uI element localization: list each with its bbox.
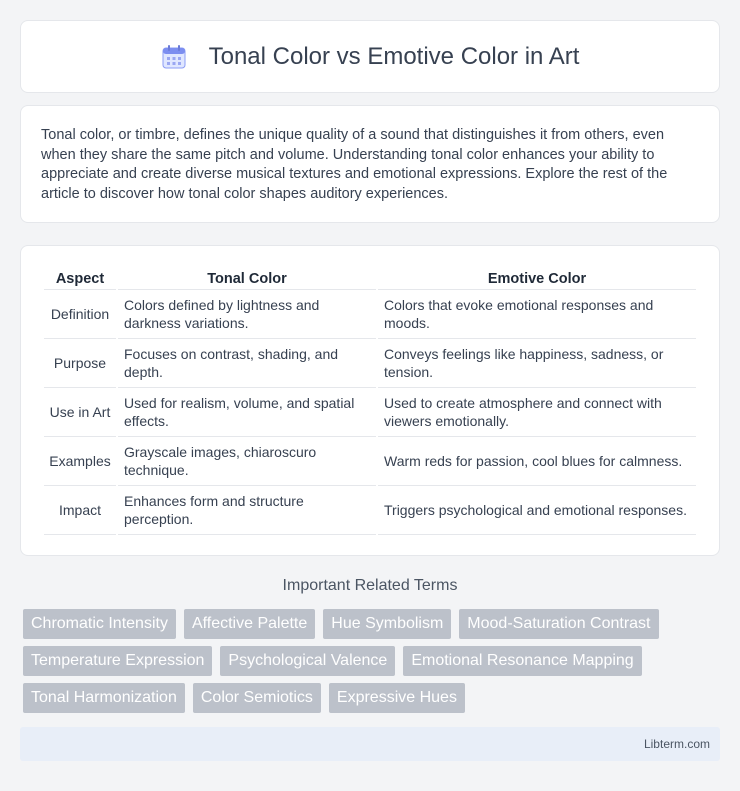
row-aspect: Definition	[44, 290, 116, 339]
row-emotive: Warm reds for passion, cool blues for calmness.	[378, 437, 696, 486]
related-terms-title: Important Related Terms	[282, 577, 458, 594]
table-row	[44, 388, 696, 437]
row-aspect: Use in Art	[44, 388, 116, 437]
footer	[20, 727, 720, 761]
related-terms-list	[23, 609, 723, 713]
intro-card	[20, 105, 720, 223]
row-aspect: Impact	[44, 486, 116, 535]
row-tonal: Enhances form and structure perception.	[118, 486, 376, 535]
row-tonal: Colors defined by lightness and darkness variations.	[118, 290, 376, 339]
row-emotive: Triggers psychological and emotional responses.	[378, 486, 696, 535]
row-tonal: Grayscale images, chiaroscuro technique.	[118, 437, 376, 486]
footer-site-link[interactable]: Libterm.com	[643, 737, 710, 751]
row-aspect: Purpose	[44, 339, 116, 388]
header-aspect: Aspect	[44, 266, 116, 290]
term-tag[interactable]: Affective Palette	[184, 609, 315, 639]
term-tag[interactable]: Hue Symbolism	[323, 609, 451, 639]
comparison-table-card	[20, 245, 720, 556]
row-emotive: Conveys feelings like happiness, sadness, or tension.	[378, 339, 696, 388]
table-row	[44, 339, 696, 388]
term-tag[interactable]: Mood-Saturation Contrast	[459, 609, 658, 639]
row-emotive: Colors that evoke emotional responses and moods.	[378, 290, 696, 339]
intro-text: Tonal color, or timbre, defines the unique quality of a sound that distinguishes it from others, even when they share the same pitch and volume. Understanding tonal color enhances your ability to appreciate and create diverse musical textures and emotional expressions. Explore the rest of the article to discover how tonal color shapes auditory experiences.	[41, 127, 668, 202]
table-row	[44, 290, 696, 339]
page-title: Tonal Color vs Emotive Color in Art	[208, 42, 580, 70]
row-emotive: Used to create atmosphere and connect with viewers emotionally.	[378, 388, 696, 437]
calendar-icon	[161, 44, 187, 70]
header-emotive-color: Emotive Color	[378, 266, 696, 290]
comparison-table	[42, 266, 698, 535]
term-tag[interactable]: Temperature Expression	[23, 646, 212, 676]
term-tag[interactable]: Tonal Harmonization	[23, 683, 185, 713]
table-row	[44, 486, 696, 535]
row-tonal: Focuses on contrast, shading, and depth.	[118, 339, 376, 388]
table-row	[44, 437, 696, 486]
header-card	[20, 20, 720, 93]
row-aspect: Examples	[44, 437, 116, 486]
table-header-row	[44, 266, 696, 290]
row-tonal: Used for realism, volume, and spatial effects.	[118, 388, 376, 437]
term-tag[interactable]: Psychological Valence	[220, 646, 395, 676]
header-tonal-color: Tonal Color	[118, 266, 376, 290]
term-tag[interactable]: Color Semiotics	[193, 683, 321, 713]
term-tag[interactable]: Expressive Hues	[329, 683, 465, 713]
term-tag[interactable]: Emotional Resonance Mapping	[403, 646, 641, 676]
term-tag[interactable]: Chromatic Intensity	[23, 609, 176, 639]
